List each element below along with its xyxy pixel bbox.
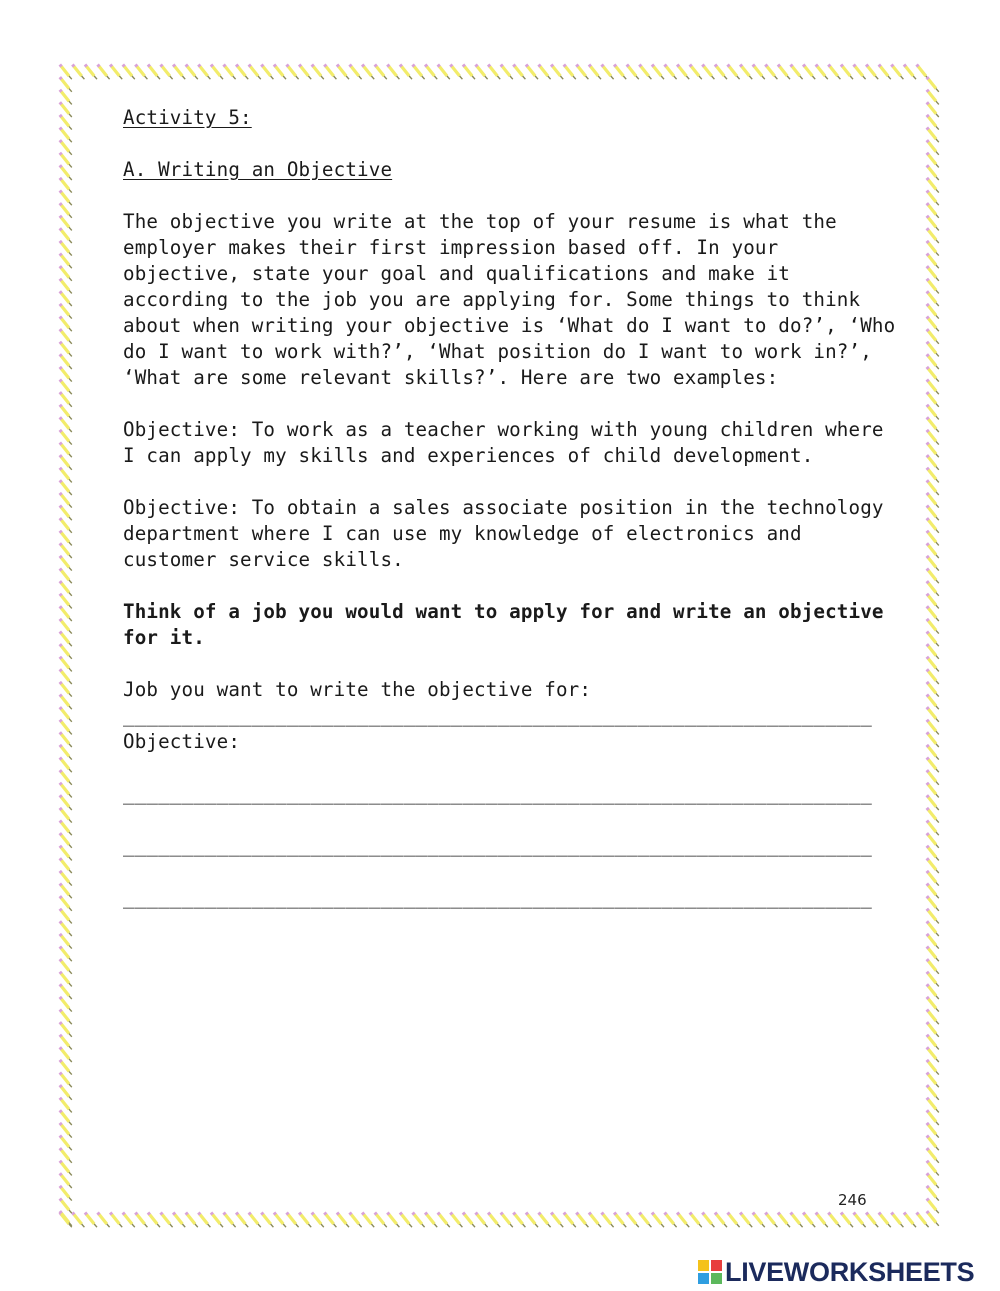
pencil-icon xyxy=(261,65,273,80)
job-label: Job you want to write the objective for: xyxy=(123,678,592,701)
pencil-icon xyxy=(778,1213,790,1228)
pencil-icon xyxy=(98,65,110,80)
pencil-icon xyxy=(602,1213,614,1228)
pencil-icon xyxy=(198,1213,210,1228)
pencil-icon xyxy=(161,65,173,80)
pencil-icon xyxy=(917,65,929,80)
pencil-icon xyxy=(60,1211,72,1226)
pencil-icon xyxy=(702,1213,714,1228)
pencil-icon xyxy=(337,65,349,80)
pencil-icon xyxy=(690,65,702,80)
pencil-icon xyxy=(791,1213,803,1228)
task-prompt xyxy=(123,599,883,651)
pencil-icon xyxy=(879,1213,891,1228)
pencil-icon xyxy=(450,65,462,80)
pencil-icon xyxy=(413,65,425,80)
pencil-icon xyxy=(614,1213,626,1228)
intro-line: about when writing your objective is ‘What do I want to do?’, ‘Who xyxy=(123,314,896,337)
pencil-icon xyxy=(299,1213,311,1228)
section-title: A. Writing an Objective xyxy=(123,158,393,181)
objective-answer-line[interactable]: ________________________________________________________________ xyxy=(123,782,872,805)
pencil-icon xyxy=(513,1213,525,1228)
pencil-icon xyxy=(324,1213,336,1228)
pencil-icon xyxy=(765,1213,777,1228)
pencil-icon xyxy=(602,65,614,80)
pencil-icon xyxy=(904,1213,916,1228)
pencil-border-right xyxy=(927,77,939,1226)
pencil-icon xyxy=(891,65,903,80)
pencil-icon xyxy=(249,1213,261,1228)
pencil-icon xyxy=(287,65,299,80)
liveworksheets-logo-icon xyxy=(698,1260,722,1284)
pencil-icon xyxy=(123,65,135,80)
pencil-icon xyxy=(677,65,689,80)
pencil-icon xyxy=(488,65,500,80)
pencil-icon xyxy=(614,65,626,80)
pencil-icon xyxy=(501,1213,513,1228)
pencil-icon xyxy=(350,65,362,80)
pencil-icon xyxy=(312,65,324,80)
liveworksheets-wordmark: LIVEWORKSHEETS xyxy=(725,1256,975,1287)
pencil-icon xyxy=(173,65,185,80)
pencil-icon xyxy=(110,1213,122,1228)
pencil-icon xyxy=(639,1213,651,1228)
pencil-icon xyxy=(198,65,210,80)
pencil-icon xyxy=(778,65,790,80)
pencil-icon xyxy=(526,65,538,80)
pencil-icon xyxy=(677,1213,689,1228)
pencil-icon xyxy=(350,1213,362,1228)
objective-label: Objective: xyxy=(123,730,241,753)
pencil-icon xyxy=(589,65,601,80)
pencil-icon xyxy=(652,1213,664,1228)
pencil-border-left xyxy=(60,77,72,1226)
pencil-icon xyxy=(425,65,437,80)
example-objective-2 xyxy=(123,495,883,573)
pencil-icon xyxy=(488,1213,500,1228)
pencil-icon xyxy=(803,1213,815,1228)
pencil-icon xyxy=(324,65,336,80)
pencil-icon xyxy=(476,65,488,80)
pencil-icon xyxy=(564,65,576,80)
pencil-icon xyxy=(413,1213,425,1228)
pencil-icon xyxy=(299,65,311,80)
pencil-icon xyxy=(274,65,286,80)
intro-line: The objective you write at the top of your resume is what the xyxy=(123,210,837,233)
pencil-icon xyxy=(854,1213,866,1228)
pencil-icon xyxy=(904,65,916,80)
pencil-icon xyxy=(639,65,651,80)
pencil-icon xyxy=(576,1213,588,1228)
pencil-icon xyxy=(135,65,147,80)
pencil-icon xyxy=(854,65,866,80)
pencil-icon xyxy=(211,1213,223,1228)
pencil-icon xyxy=(501,65,513,80)
objective-answer-line[interactable]: ________________________________________________________________ xyxy=(123,834,872,857)
example-objective-1 xyxy=(123,417,883,469)
pencil-icon xyxy=(72,1213,84,1228)
pencil-icon xyxy=(791,65,803,80)
pencil-icon xyxy=(702,65,714,80)
pencil-icon xyxy=(72,65,84,80)
pencil-icon xyxy=(463,65,475,80)
pencil-icon xyxy=(425,1213,437,1228)
job-answer-line[interactable]: ________________________________________________________________ xyxy=(123,704,872,727)
pencil-icon xyxy=(236,1213,248,1228)
pencil-icon xyxy=(173,1213,185,1228)
example-line: department where I can use my knowledge of electronics and xyxy=(123,522,802,545)
pencil-icon xyxy=(652,65,664,80)
pencil-icon xyxy=(526,1213,538,1228)
pencil-icon xyxy=(274,1213,286,1228)
pencil-icon xyxy=(123,1213,135,1228)
pencil-icon xyxy=(765,65,777,80)
pencil-icon xyxy=(224,65,236,80)
pencil-icon xyxy=(450,1213,462,1228)
pencil-icon xyxy=(551,1213,563,1228)
pencil-icon xyxy=(841,65,853,80)
pencil-border-top xyxy=(60,65,929,80)
pencil-icon xyxy=(728,65,740,80)
pencil-icon xyxy=(387,65,399,80)
pencil-icon xyxy=(513,65,525,80)
pencil-icon xyxy=(476,1213,488,1228)
pencil-icon xyxy=(148,65,160,80)
pencil-icon xyxy=(828,65,840,80)
pencil-icon xyxy=(539,1213,551,1228)
pencil-icon xyxy=(110,65,122,80)
pencil-icon xyxy=(564,1213,576,1228)
pencil-icon xyxy=(186,1213,198,1228)
pencil-icon xyxy=(287,1213,299,1228)
pencil-icon xyxy=(690,1213,702,1228)
pencil-icon xyxy=(135,1213,147,1228)
intro-line: employer makes their first impression based off. In your xyxy=(123,236,779,259)
intro-line: objective, state your goal and qualifications and make it xyxy=(123,262,791,285)
pencil-icon xyxy=(400,1213,412,1228)
liveworksheets-brand xyxy=(698,1257,974,1287)
pencil-icon xyxy=(753,65,765,80)
pencil-icon xyxy=(375,1213,387,1228)
prompt-line: Think of a job you would want to apply for and write an objective xyxy=(123,600,884,623)
intro-line: ‘What are some relevant skills?’. Here are two examples: xyxy=(123,366,779,389)
pencil-icon xyxy=(148,1213,160,1228)
pencil-icon xyxy=(665,65,677,80)
pencil-icon xyxy=(816,65,828,80)
pencil-icon xyxy=(917,1213,929,1228)
pencil-icon xyxy=(665,1213,677,1228)
activity-title: Activity 5: xyxy=(123,106,252,129)
pencil-icon xyxy=(539,65,551,80)
objective-answer-line[interactable]: ________________________________________________________________ xyxy=(123,886,872,909)
pencil-icon xyxy=(728,1213,740,1228)
pencil-icon xyxy=(627,1213,639,1228)
pencil-icon xyxy=(85,1213,97,1228)
pencil-icon xyxy=(753,1213,765,1228)
example-line: Objective: To obtain a sales associate position in the technology xyxy=(123,496,884,519)
pencil-border-bottom xyxy=(60,1213,929,1228)
pencil-icon xyxy=(85,65,97,80)
intro-line: do I want to work with?’, ‘What position do I want to work in?’, xyxy=(123,340,872,363)
pencil-icon xyxy=(161,1213,173,1228)
pencil-icon xyxy=(362,1213,374,1228)
pencil-icon xyxy=(224,1213,236,1228)
pencil-icon xyxy=(261,1213,273,1228)
pencil-icon xyxy=(400,65,412,80)
pencil-icon xyxy=(879,65,891,80)
pencil-icon xyxy=(828,1213,840,1228)
worksheet-content xyxy=(123,105,896,911)
pencil-icon xyxy=(438,1213,450,1228)
pencil-icon xyxy=(740,65,752,80)
pencil-icon xyxy=(337,1213,349,1228)
pencil-icon xyxy=(387,1213,399,1228)
pencil-icon xyxy=(866,65,878,80)
pencil-icon xyxy=(551,65,563,80)
pencil-icon xyxy=(438,65,450,80)
example-line: I can apply my skills and experiences of child development. xyxy=(123,444,814,467)
pencil-icon xyxy=(236,65,248,80)
pencil-icon xyxy=(927,1211,939,1226)
pencil-icon xyxy=(803,65,815,80)
prompt-line: for it. xyxy=(123,626,205,649)
pencil-icon xyxy=(186,65,198,80)
pencil-icon xyxy=(627,65,639,80)
pencil-icon xyxy=(841,1213,853,1228)
pencil-icon xyxy=(375,65,387,80)
example-line: Objective: To work as a teacher working with young children where xyxy=(123,418,884,441)
pencil-icon xyxy=(816,1213,828,1228)
pencil-icon xyxy=(891,1213,903,1228)
pencil-icon xyxy=(463,1213,475,1228)
pencil-icon xyxy=(249,65,261,80)
pencil-icon xyxy=(866,1213,878,1228)
pencil-icon xyxy=(362,65,374,80)
example-line: customer service skills. xyxy=(123,548,404,571)
page-number: 246 xyxy=(838,1191,867,1209)
pencil-icon xyxy=(312,1213,324,1228)
pencil-icon xyxy=(211,65,223,80)
pencil-icon xyxy=(715,65,727,80)
pencil-icon xyxy=(98,1213,110,1228)
pencil-icon xyxy=(740,1213,752,1228)
pencil-icon xyxy=(589,1213,601,1228)
pencil-icon xyxy=(576,65,588,80)
intro-paragraph xyxy=(123,209,896,391)
intro-line: according to the job you are applying for. Some things to think xyxy=(123,288,861,311)
pencil-icon xyxy=(715,1213,727,1228)
